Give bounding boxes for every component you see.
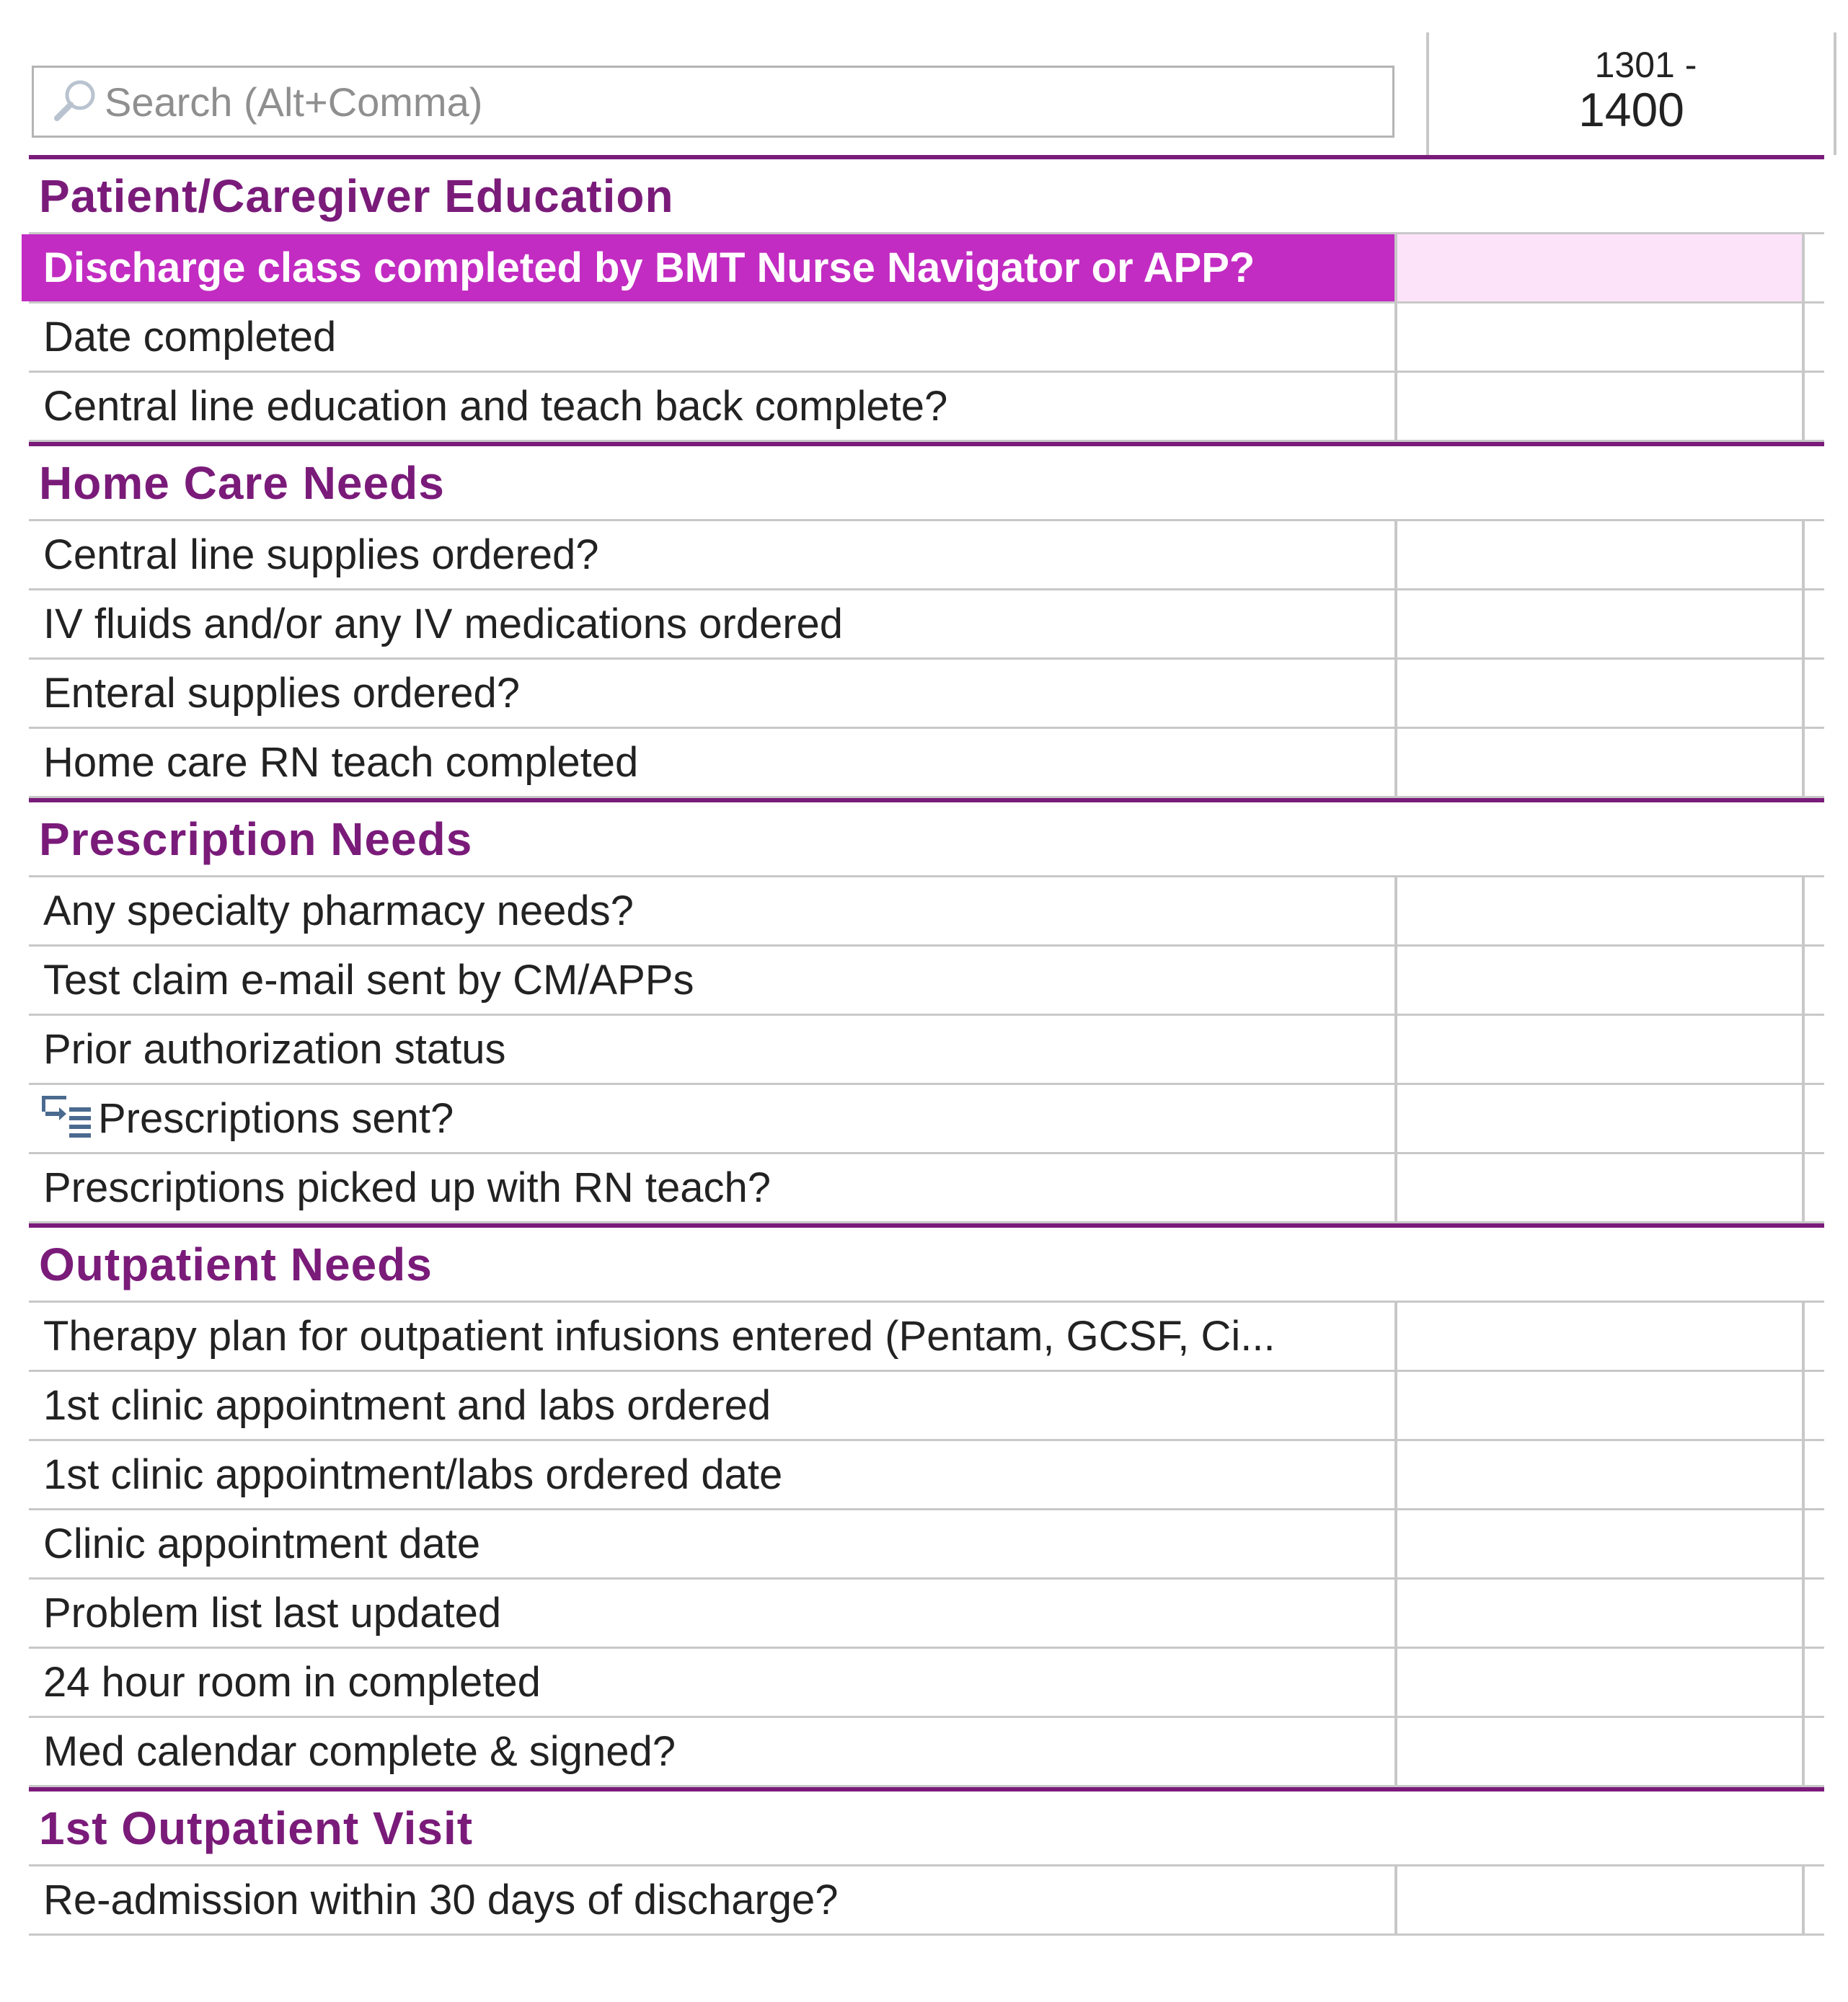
section-title-patient-caregiver-education: Patient/Caregiver Education [29, 159, 1824, 234]
row-label-text: Test claim e-mail sent by CM/APPs [43, 957, 694, 1004]
row-value-cell[interactable] [1397, 1016, 1805, 1083]
row-label[interactable] [22, 234, 1397, 301]
flowsheet-row-central-line-supplies[interactable] [29, 521, 1824, 590]
row-label-text: Any specialty pharmacy needs? [43, 887, 634, 934]
row-value-cell[interactable] [1397, 1085, 1805, 1152]
row-value-cell[interactable] [1397, 1510, 1805, 1577]
row-label[interactable] [29, 373, 1397, 440]
row-label-text: Prescriptions picked up with RN teach? [43, 1164, 772, 1211]
row-label[interactable] [29, 877, 1397, 944]
flowsheet-row-iv-fluids[interactable] [29, 590, 1824, 660]
row-label[interactable] [29, 947, 1397, 1014]
flowsheet-row-problem-list[interactable] [29, 1580, 1824, 1649]
flowsheet-row-enteral-supplies[interactable] [29, 660, 1824, 729]
row-label[interactable] [29, 1580, 1397, 1647]
row-label-text: Clinic appointment date [43, 1520, 481, 1567]
row-label[interactable] [29, 1085, 1397, 1152]
flowsheet-row-home-care-rn-teach[interactable] [29, 729, 1824, 798]
row-value-cell[interactable] [1397, 1372, 1805, 1439]
row-label-text: Med calendar complete & signed? [43, 1728, 676, 1775]
flowsheet-row-first-clinic-ordered-date[interactable] [29, 1441, 1824, 1510]
row-value-cell[interactable] [1397, 660, 1805, 727]
search-icon [50, 76, 100, 127]
row-value-cell[interactable] [1397, 947, 1805, 1014]
row-value-cell[interactable] [1397, 1649, 1805, 1716]
row-label-text: 1st clinic appointment and labs ordered [43, 1382, 772, 1429]
time-range-start: 1301 - [1594, 45, 1697, 85]
row-value-cell[interactable] [1397, 304, 1805, 371]
row-label[interactable] [29, 521, 1397, 588]
flowsheet-row-clinic-appointment-date[interactable] [29, 1510, 1824, 1580]
row-label-text: Home care RN teach completed [43, 739, 639, 786]
row-value-cell[interactable] [1397, 373, 1805, 440]
flowsheet-row-prior-authorization[interactable] [29, 1016, 1824, 1085]
time-column-right-border [1834, 32, 1836, 155]
search-input[interactable] [105, 69, 1330, 134]
flowsheet-row-date-completed[interactable] [29, 304, 1824, 373]
row-label-text: Prior authorization status [43, 1026, 506, 1073]
flowsheet-row-specialty-pharmacy[interactable] [29, 877, 1824, 947]
row-value-cell[interactable] [1397, 1866, 1805, 1934]
row-label-text: Problem list last updated [43, 1590, 502, 1636]
row-label-text: Date completed [43, 314, 337, 360]
section-title-prescription-needs: Prescription Needs [29, 802, 1824, 877]
flowsheet-row-room-in[interactable] [29, 1649, 1824, 1718]
search-box[interactable] [32, 66, 1394, 138]
row-label-text: Central line education and teach back complete? [43, 383, 948, 430]
flowsheet-header [29, 32, 1824, 155]
row-label-text: Discharge class completed by BMT Nurse Navigator or APP? [43, 244, 1255, 291]
row-label-text: Enteral supplies ordered? [43, 670, 520, 717]
flowsheet-row-prescriptions-sent[interactable] [29, 1085, 1824, 1154]
row-label[interactable] [29, 1441, 1397, 1508]
row-value-cell[interactable] [1397, 590, 1805, 657]
cascade-list-icon[interactable] [37, 1090, 95, 1148]
time-range-end: 1400 [1578, 83, 1684, 136]
flowsheet-row-first-clinic-appointment[interactable] [29, 1372, 1824, 1441]
row-label[interactable] [29, 1510, 1397, 1577]
flowsheet-row-therapy-plan[interactable] [29, 1303, 1824, 1372]
row-label[interactable] [29, 1866, 1397, 1934]
row-value-cell[interactable] [1397, 877, 1805, 944]
row-label-text: IV fluids and/or any IV medications ordered [43, 601, 844, 647]
row-label-text: 1st clinic appointment/labs ordered date [43, 1451, 783, 1498]
row-label[interactable] [29, 660, 1397, 727]
row-label[interactable] [29, 1154, 1397, 1221]
row-value-cell[interactable] [1397, 1580, 1805, 1647]
row-value-cell[interactable] [1397, 521, 1805, 588]
row-value-cell[interactable] [1397, 1441, 1805, 1508]
flowsheet-row-discharge-class[interactable] [29, 234, 1824, 304]
row-label-text: Central line supplies ordered? [43, 531, 599, 578]
flowsheet-row-prescriptions-picked-up[interactable] [29, 1154, 1824, 1223]
row-label[interactable] [29, 1718, 1397, 1785]
row-label-text: Prescriptions sent? [98, 1095, 454, 1142]
flowsheet-row-med-calendar[interactable] [29, 1718, 1824, 1787]
row-label[interactable] [29, 590, 1397, 657]
row-label[interactable] [29, 1016, 1397, 1083]
row-value-cell[interactable] [1397, 1303, 1805, 1370]
row-label-text: Re-admission within 30 days of discharge? [43, 1877, 839, 1923]
section-title-home-care-needs: Home Care Needs [29, 446, 1824, 521]
row-label-text: Therapy plan for outpatient infusions entered (Pentam, GCSF, Ci... [43, 1313, 1276, 1360]
section-title-outpatient-needs: Outpatient Needs [29, 1228, 1824, 1303]
flowsheet-row-central-line-education[interactable] [29, 373, 1824, 442]
row-label[interactable] [29, 304, 1397, 371]
row-label[interactable] [29, 729, 1397, 796]
time-column-header[interactable] [1429, 47, 1834, 155]
flowsheet-row-readmission[interactable] [29, 1866, 1824, 1936]
row-value-cell[interactable] [1397, 1718, 1805, 1785]
row-value-cell[interactable] [1397, 1154, 1805, 1221]
row-label[interactable] [29, 1303, 1397, 1370]
row-label[interactable] [29, 1372, 1397, 1439]
row-value-cell[interactable] [1397, 234, 1805, 301]
row-label-text: 24 hour room in completed [43, 1659, 541, 1706]
row-value-cell[interactable] [1397, 729, 1805, 796]
row-label[interactable] [29, 1649, 1397, 1716]
flowsheet-table [29, 155, 1824, 1936]
section-title-first-outpatient-visit: 1st Outpatient Visit [29, 1791, 1824, 1866]
flowsheet-row-test-claim[interactable] [29, 947, 1824, 1016]
